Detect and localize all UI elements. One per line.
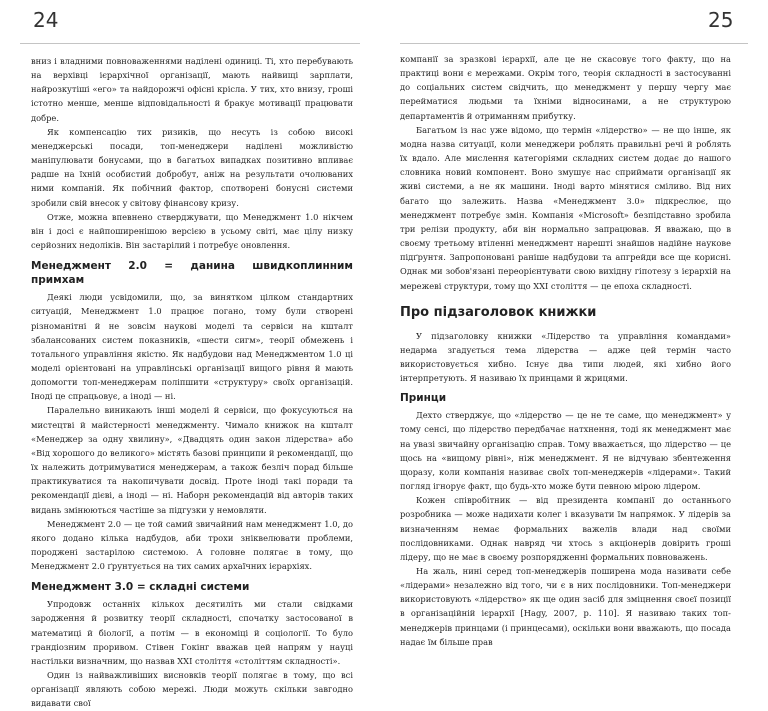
paragraph: Упродовж останніх кількох десятиліть ми стали свідками зародження й розвитку теорії складності, спочатку застосованої в математиці й біології, а потім — в економіці й соціології. То було грандіозним проривом. Стівен Гокінг вважав цей напрям у науці настільки визначним, що назвав XXI століття «століттям складності». [31,599,353,666]
paragraph: Отже, можна впевнено стверджувати, що Менеджмент 1.0 нікчем він і досі є найпоширенішою версією в усьому світі, має цілу низку серйозних недоліків. Він застарілий і потребує оновлення. [31,211,353,251]
section-heading-subtitle: Про підзаголовок книжки [400,304,597,320]
paragraph: Дехто стверджує, що «лідерство — це не те саме, що менеджмент» у тому сенсі, що лідерство передбачає натхнення, тоді як менеджмент має на увазі звичайну організацію справ. Тому вважається, що лідерство — це щось на «вищому рівні», ніж менеджмент. Я не відчуваю збентеження щоразу, коли компанія називає своїх топ-менеджерів «лідерами». Такий погляд ігнорує факт, що будь-хто може бути певною мірою лідером. [400,410,731,492]
paragraph: На жаль, нині серед топ-менеджерів поширена мода називати себе «лідерами» незалежно від того, чи є в них послідовники. Топ-менеджери використовують «лідерство» як ще один засіб для зміцнення своєї позиції в організаційній ієрархії [Hagy, 2007, p. 110]. Я називаю таких топ-менеджерів принцами (і принцесами), оскільки вони вважають, що посада надає їм більше прав [400,566,731,647]
paragraph: Менеджмент 2.0 — це той самий звичайний нам менеджмент 1.0, до якого додано кілька надбудов, аби трохи зніквелювати проблеми, породжені застарілою системою. А головне полягає в тому, що Менеджмент 2.0 ґрунтується на тих самих архаїчних ієрархіях. [31,518,353,572]
paragraph: компанії за зразкові ієрархії, але це не скасовує того факту, що на практиці вони є мережами. Окрім того, теорія складності в застосуванні до соціальних систем свідчить, що менеджмент у першу чергу має перейматися людьми та їхніми відносинами, а не структурою департаментів й отриманням прибутку. [400,54,731,121]
page-number-left: 24 [33,8,59,32]
paragraph: Як компенсацію тих ризиків, що несуть із собою високі менеджерські посади, топ-менеджери наділені можливістю маніпулювати бонусами, що в багатьох випадках позитивно впливає радше на їхній особистий добробут, аніж на результати очолюваних ними компаній. Як побічний фактор, спотворені бонусні системи зробили свій внесок у світову фінансову кризу. [31,126,353,208]
paragraph: вниз і владними повноваженнями наділені одиниці. Ті, хто перебувають на верхівці ієрархічної організації, мають найвищі зарплати, найрозкутіші «его» та найдорожчі офісні крісла. У тих, хто внизу, гроші істотно менше, менше відповідальності й бракує мотивації працювати добре. [31,56,353,123]
section-heading-management-3: Менеджмент 3.0 = складні системи [31,581,250,594]
paragraph: Один із найважливіших висновків теорії полягає в тому, що всі організації являють собою мережі. Люди можуть скільки завгодно видавати свої [31,670,353,709]
left-column [31,54,353,711]
paragraph: Деякі люди усвідомили, що, за винятком цілком стандартних ситуацій, Менеджмент 1.0 працює погано, тому були створені різноманітні й не зовсім наукові моделі та сервіси на кшталт збалансованих систем показників, «шести сигм», теорії обмежень і тотального управління якістю. Як надбудови над Менеджментом 1.0 ці моделі орієнтовані на управлінські організації вищого рівня й мають допомогти топ-менеджерам поліпшити «структуру» своїх організацій. Іноді це спрацьовує, а іноді — ні. [31,292,353,402]
right-column [400,52,731,649]
header-rule-right [400,43,748,44]
paragraph: Кожен співробітник — від президента компанії до останнього розробника — може надихати колег і вказувати їм напрямок. У лідерів за визначенням немає формальних важелів влади над своїми послідовниками. Однак навряд чи хтось з акціонерів довірить гроші лідеру, що не має в своєму розпорядженні формальних повноважень. [400,495,731,562]
paragraph: Паралельно виникають інші моделі й сервіси, що фокусуються на мистецтві й майстерності менеджменту. Чимало книжок на кшталт «Менеджер за одну хвилину», «Двадцять один закон лідерства» або «Від хорошого до великого» містять базові принципи й рекомендації, що їх належить дотримуватися менеджерам, а також безліч порад більше практикуватися та накопичувати досвід. Проте іноді такі поради та рекомендації дієві, а іноді — ні. Наборн рекомендацій від авторів таких видань змінюються частіше за підгузки у немовляти. [31,405,353,515]
paragraph: Багатьом із нас уже відомо, що термін «лідерство» — не що інше, як модна назва ситуації, коли менеджери роблять правильні речі й роблять їх вдало. Але мислення категоріями складних систем додає до нашого словника новий компонент. Воно змушує нас сприймати організації як живі системи, а не як машини. Іноді варто мінятися сміливо. Від них багато що залежить. Назва «Менеджмент 3.0» підкреслює, що менеджмент потребує змін. Компанія «Microsoft» безпідставно зробила три релізи продукту, аби він нормально запрацював. Я вважаю, що в своєму третьому втіленні менеджмент нарешті знайшов надійне наукове підґрунтя. Запропоновані раніше надбудови та апгрейди все ще корисні. Однак ми зобов'язані переорієнтувати свою вихідну гіпотезу з ієрархій на мережеві структури, тому що XXI століття — це епоха складності. [400,124,731,291]
section-heading-princes: Принци [400,392,447,405]
page-number-right: 25 [708,8,734,32]
paragraph: У підзаголовку книжки «Лідерство та управління командами» недарма згадується тема лідерства — адже цей термін часто використовується хибно. Існує два типи людей, які хибно його інтерпретують. Я називаю їх принцами й жрицями. [400,330,731,384]
header-rule-left [20,43,360,44]
section-heading-management-2: Менеджмент 2.0 = данина швидкоплинним примхам [31,260,353,287]
